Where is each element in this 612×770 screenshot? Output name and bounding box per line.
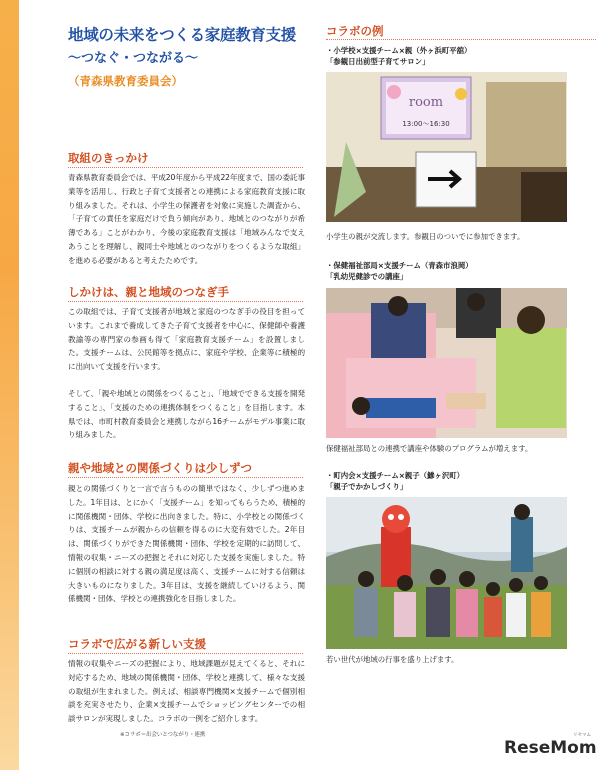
site-logo-kana: リセマム (573, 733, 591, 738)
checkup-photo-illustration (326, 288, 567, 438)
section-body-mechanism-2: そして、「親や地域との関係をつくること」、「地域でできる支援を開発すること」、「支援のための連携体制をつくること」を目指します。本県では、市町村教育委員会と連携しながら16チームがモデル事業に取り組みました。 (68, 389, 305, 440)
section-heading-mechanism: しかけは、親と地域のつなぎ手 (68, 285, 229, 299)
example-title: ・町内会×支援チーム×親子（鰺ヶ沢町） 「親子でかかしづくり」 (326, 471, 465, 491)
example-caption: 若い世代が地域の行事を盛り上げます。 (326, 655, 459, 664)
section-body-mechanism-1: この取組では、子育て支援者が地域と家庭のつなぎ手の役目を担っています。これまで養成してきた子育て支援者を中心に、保健師や養護教諭等の専門家の参画も得て「家庭教育支援チーム」を設置しました。支援チームは、公民館等を拠点に、家庭や学校、企業等に積極的に出向いて支援を行います。 (68, 307, 305, 372)
example-photo-scarecrow (326, 497, 567, 649)
example-photo-checkup (326, 288, 567, 438)
sign-time-text: 13:00～16:30 (402, 120, 450, 128)
example-caption: 保健福祉部局との連携で講座や体験のプログラムが増えます。 (326, 444, 533, 453)
section-divider (68, 653, 303, 654)
section-divider (68, 477, 303, 478)
section-body-relationship: 親との関係づくりと一言で言うものの簡単ではなく、少しずつ進めました。1年目は、とにかく「支援チーム」を知ってもらうため、積極的に関係機関・団体、学校に出向きました。特に、小学校との関係づくりは、支援チームが親からの信頼を得るのに大変有効でした。2年目は、関係づくりができた関係機関・団体、学校を定期的に訪問して、情報の収集・ニーズの把握とそれに対応した支援を実施しました。特に個別の相談に対する親の満足度は高く、支援チームに対する信頼は大きいものになりました。3年目は、支援を継続していけるよう、関係機関・団体、学校との連携強化を目指しました。 (68, 484, 305, 604)
section-divider (68, 301, 303, 302)
scarecrow-photo-illustration (326, 497, 567, 649)
section-heading-collab-support: コラボで広がる新しい支援 (68, 637, 206, 651)
page-subtitle: ～つなぐ・つながる～ (68, 51, 199, 66)
section-divider (326, 39, 596, 40)
section-heading-origin: 取組のきっかけ (68, 151, 149, 165)
collab-heading: コラボの例 (326, 24, 384, 38)
example-title: ・小学校×支援チーム×親（外ヶ浜町平舘） 「参観日出前型子育てサロン」 (326, 46, 472, 66)
section-divider (68, 167, 303, 168)
section-heading-relationship: 親や地域との関係づくりは少しずつ (68, 461, 252, 475)
footnote: ※コラボ＝出会いとつながり・連携 (120, 732, 206, 738)
example-title: ・保健福祉部局×支援チーム（青森市浪岡） 「乳幼児健診での講座」 (326, 261, 473, 281)
sign-room-text: room (408, 95, 444, 110)
example-caption: 小学生の親が交流します。参観日のついでに参加できます。 (326, 232, 525, 241)
salon-photo-illustration (326, 72, 567, 222)
site-logo: ReseMom (504, 738, 597, 758)
section-body-origin: 青森県教育委員会では、平成20年度から平成22年度まで、国の委託事業等を活用し、行政と子育て支援者との連携による家庭教育支援に取り組みました。それは、小学生の保護者を対象に実施した調査から、「子育ての責任を家庭だけで負う傾向があり、地域とのつながりが希薄である」ことがわかり、今後の家庭教育支援は「地域みんなで支えあうことを理解し、親同士や地域とのつながりをつくるような取組」を進める必要があると考えたためです。 (68, 173, 305, 265)
organization-name: （青森県教育委員会） (68, 74, 183, 88)
page-title: 地域の未来をつくる家庭教育支援 (68, 26, 297, 44)
example-photo-salon (326, 72, 567, 222)
side-color-stripe (0, 0, 19, 770)
section-body-collab-support: 情報の収集やニーズの把握により、地域課題が見えてくると、それに対応するため、地域の関係機関・団体、学校と連携して、様々な支援の取組が生まれました。例えば、相談専門機関×支援チームで個別相談を充実させたり、企業×支援チームでショッピングセンターでの相談サロンが実現しました。コラボの一例をご紹介します。 (68, 659, 305, 724)
